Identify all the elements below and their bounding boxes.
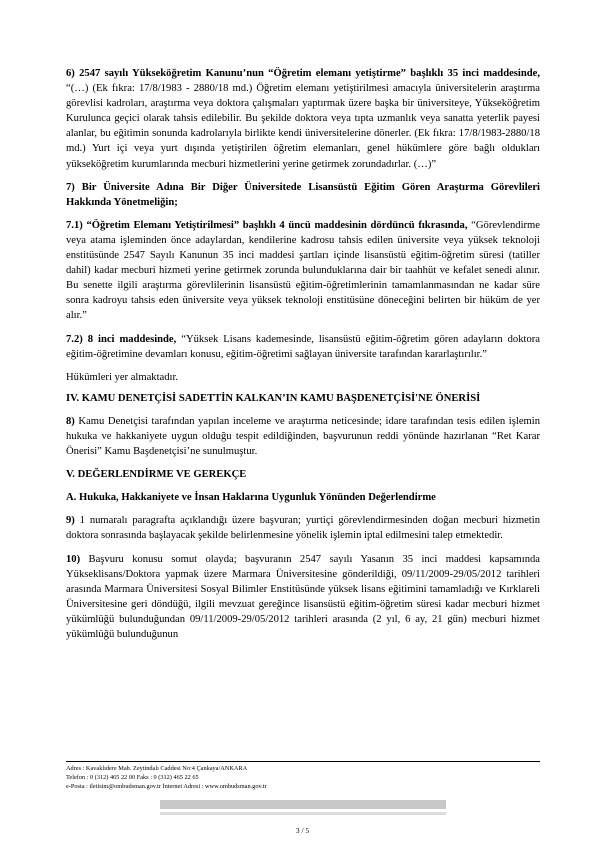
footer-gray-bar bbox=[160, 800, 446, 809]
section-a-heading bbox=[66, 490, 540, 505]
section-5-heading bbox=[66, 467, 540, 482]
paragraph-6-text: “(…) (Ek fıkra: 17/8/1983 - 2880/18 md.) Öğretim elemanı yetiştirilmesi amacıyla üniversitelerin araştırma görevlisi kadroları, araştırma veya doktora çalışmaları yaptırmak üzere başka bir üniversiteye, Yükseköğretim Kurulunca geçici olarak tahsis edilebilir. Bu şekilde doktora veya tıpta uzmanlık veya sanatta yeterlik payesi alanlar, bu eğitimin sonunda kadrolarıyla birlikte kendi üniversitelerine dönerler. (Ek fıkra: 17/8/1983-2880/18 md.) Yurt içi veya yurt dışında yetiştirilen öğretim elemanları, genel hükümlere göre bağlı oldukları yükseköğretim kurumlarında mecburi hizmetlerini yerine getirmek zorundadırlar. (…)” bbox=[66, 83, 540, 170]
paragraph-8-text: Kamu Denetçisi tarafından yapılan inceleme ve araştırma neticesinde; idare tarafından tesis edilen işlemin hukuka ve hakkaniyete uygun olduğu tespit edildiğinden, başvurunun reddi yönünde hazırlanan “Ret Karar Önerisi” Kamu Başdenetçisi’ne sunulmuştur. bbox=[66, 415, 540, 458]
footer bbox=[66, 764, 540, 791]
paragraph-7-1-lead: 7.1) “Öğretim Elemanı Yetiştirilmesi” başlıklı 4 üncü maddesinin dördüncü fıkrasında, bbox=[66, 219, 468, 231]
paragraph-7-2-text: “Yüksek Lisans kademesinde, lisansüstü eğitim-öğretim gören adayların doktora eğitim-öğretimine devamları konusu, eğitim-öğretimi sağlayan üniversite tarafından kararlaştırılır.” bbox=[66, 333, 540, 360]
document-body bbox=[66, 66, 540, 642]
section-4-heading bbox=[66, 391, 540, 406]
paragraph-7-1-text: “Görevlendirme veya atama işleminden önce adaylardan, kendilerine kadrosu tahsis edilen üniversite veya yüksek teknoloji enstitüsünde 2547 Sayılı Kanunun 35 inci maddesi şartları içinde lisansüstü eğitim-öğretim süresi (tatiller dahil) kadar mecburi hizmeti yerine getirmek zorunda bulunduklarına dair bir taahhüt ve kefalet senedi alınır. Bu senette ilgili araştırma görevlilerinin lisansüstü eğitim-öğretimlerinin tamamlanmasından ne kadar süre sonra kadroyu tahsis eden üniversite veya yüksek teknoloji enstitüsüne döneceğini belirten bir hüküm de yer alır.” bbox=[66, 219, 540, 322]
footer-address: Adres : Kavaklıdere Mah. Zeytindalı Caddesi No:4 Çankaya/ANKARA bbox=[66, 765, 248, 772]
footer-phone: Telefon : 0 (312) 465 22 00 Faks : 0 (312) 465 22 65 bbox=[66, 774, 199, 781]
section-4-heading-text: IV. KAMU DENETÇİSİ SADETTİN KALKAN’IN KAMU BAŞDENETÇİSİ'NE ÖNERİSİ bbox=[66, 392, 481, 404]
footer-email: e-Posta : iletisim@ombudsman.gov.tr İnternet Adresi : www.ombudsman.gov.tr bbox=[66, 783, 267, 790]
paragraph-10-text: Başvuru konusu somut olayda; başvuranın 2547 sayılı Yasanın 35 inci maddesi kapsamında Yükseklisans/Doktora yapmak üzere Marmara Üniversitesine gönderildiği, 09/11/2009-29/05/2012 tarihleri arasında Marmara Üniversitesi Sosyal Bilimler Enstitüsünde yüksek lisans eğitimini tamamladığı ve Kırklareli Üniversitesine geri döndüğü, ilgili mevzuat gereğince lisansüstü eğitim-öğretim süresi kadar mecburi hizmet yükümlüğü bulunduğundan 09/11/2009-29/05/2012 tarihleri arasında (2 yıl, 6 ay, 21 gün) mecburi hizmet yükümlüğü bulunduğunun bbox=[66, 553, 540, 640]
paragraph-7-heading bbox=[66, 180, 540, 210]
paragraph-6-lead: 6) 2547 sayılı Yükseköğretim Kanunu’nun “Öğretim elemanı yetiştirme” başlıklı 35 inci maddesinde, bbox=[66, 68, 540, 79]
paragraph-8 bbox=[66, 414, 540, 459]
footer-divider bbox=[66, 761, 540, 762]
paragraph-9-text: 1 numaralı paragrafta açıklandığı üzere başvuran; yurtiçi görevlendirmesinden doğan mecburi hizmetin doktora sonrasında başlayacak şekilde belirlenmesine yönelik işlemin iptal edilmesini talep etmektedir. bbox=[66, 515, 540, 542]
paragraph-10-number: 10) bbox=[66, 553, 81, 565]
paragraph-7-2-lead: 7.2) 8 inci maddesinde, bbox=[66, 333, 177, 345]
paragraph-7-heading-text: 7) Bir Üniversite Adına Bir Diğer Üniversitede Lisansüstü Eğitim Gören Araştırma Görevlileri Hakkında Yönetmeliğin; bbox=[66, 181, 540, 208]
section-a-heading-text: A. Hukuka, Hakkaniyete ve İnsan Haklarına Uygunluk Yönünden Değerlendirme bbox=[66, 492, 436, 504]
paragraph-9-number: 9) bbox=[66, 515, 75, 527]
paragraph-10 bbox=[66, 552, 540, 643]
provisions-sentence: Hükümleri yer almaktadır. bbox=[66, 371, 179, 383]
page-number: 3 / 5 bbox=[295, 826, 310, 835]
footer-gray-bar-thin bbox=[160, 812, 446, 815]
paragraph-6 bbox=[66, 66, 540, 172]
paragraph-7-1 bbox=[66, 218, 540, 324]
section-5-heading-text: V. DEĞERLENDİRME VE GEREKÇE bbox=[66, 469, 247, 481]
paragraph-9 bbox=[66, 513, 540, 543]
paragraph-7-2 bbox=[66, 332, 540, 362]
paragraph-8-number: 8) bbox=[66, 415, 75, 427]
